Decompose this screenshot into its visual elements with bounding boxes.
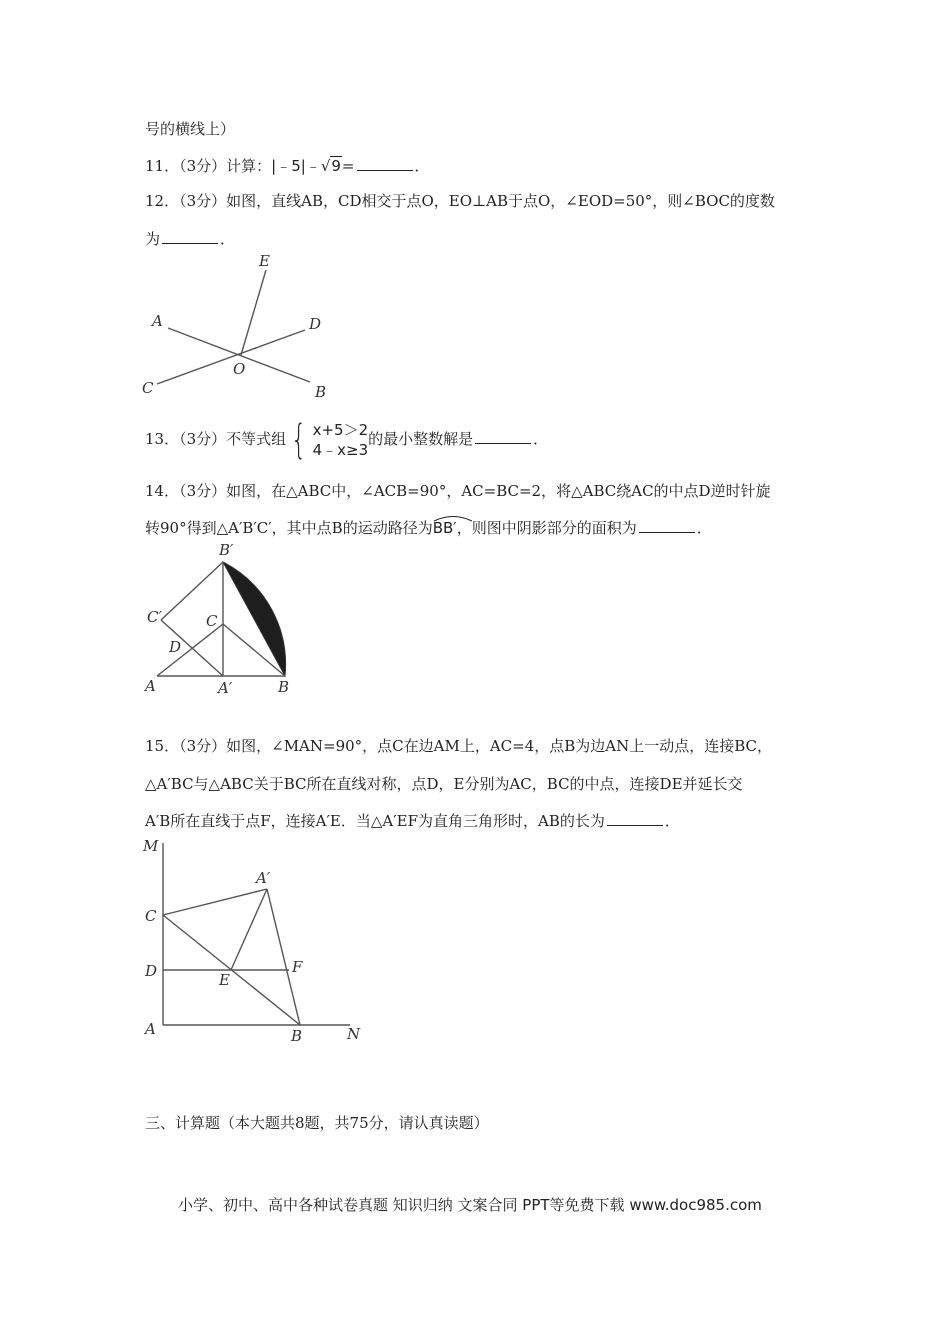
q15-end: ．	[664, 812, 680, 830]
q15-line3-prefix: A′B所在直线于点F，连接A′E．当△A′EF为直角三角形时，AB的长为	[145, 812, 605, 830]
inequality-row-2: 4﹣x≥3	[312, 441, 369, 459]
label-c-prime: C′	[147, 608, 162, 626]
ray-oe	[241, 270, 266, 355]
question-12-line1: 12．（3分）如图，直线AB，CD相交于点O，EO⊥AB于点O，∠EOD=50°，则∠BOC的度数	[145, 192, 775, 210]
section-3-heading: 三、计算题（本大题共8题，共75分，请认真读题）	[145, 1114, 489, 1132]
brace-icon: {	[291, 417, 307, 463]
question-14-line1: 14．（3分）如图，在△ABC中，∠ACB=90°，AC=BC=2，将△ABC绕AC的中点D逆时针旋	[145, 482, 771, 500]
answer-blank-13[interactable]	[475, 429, 531, 444]
label-a: A	[145, 1020, 156, 1038]
label-e: E	[219, 971, 230, 989]
q11-prefix: 11．（3分）计算：	[145, 157, 272, 175]
arc-text: BB′	[432, 519, 457, 537]
q14-line2-prefix: 转90°得到△A′B′C′，其中点B的运动路径为	[145, 519, 433, 537]
label-a: A	[145, 677, 156, 695]
arc-icon	[433, 514, 473, 522]
answer-blank-12[interactable]	[162, 229, 218, 244]
q13-prefix: 13．（3分）不等式组	[145, 430, 287, 448]
q14-end: ．	[696, 519, 712, 537]
question-12-line2	[145, 228, 235, 249]
label-b: B	[291, 1027, 303, 1045]
q11-equals: =	[341, 157, 355, 175]
q11-abs-expr: |﹣5|	[271, 157, 306, 175]
label-b: B	[315, 383, 327, 401]
label-m: M	[143, 837, 159, 855]
question-15-line2: △A′BC与△ABC关于BC所在直线对称，点D，E分别为AC，BC的中点，连接DE并延长交	[145, 775, 743, 793]
inequality-system	[286, 417, 369, 463]
label-c: C	[142, 379, 154, 397]
label-b-prime: B′	[219, 541, 234, 559]
figure-q12	[135, 250, 345, 405]
label-d: D	[309, 315, 322, 333]
inequality-row-1: x+5＞2	[312, 421, 369, 439]
figure-q14	[135, 540, 305, 700]
q13-end: ．	[533, 430, 549, 448]
answer-blank-14[interactable]	[639, 518, 695, 533]
question-15-line1: 15．（3分）如图，∠MAN=90°，点C在边AM上，AC=4，点B为边AN上一动点，连接BC，	[145, 737, 773, 755]
arc-label	[433, 515, 457, 537]
label-a-prime: A′	[256, 869, 271, 887]
label-a: A	[152, 312, 163, 330]
label-c: C	[206, 612, 218, 630]
shaded-region	[223, 562, 286, 676]
question-11	[145, 155, 430, 176]
label-n: N	[347, 1025, 361, 1043]
label-e: E	[259, 252, 270, 270]
label-d: D	[169, 638, 182, 656]
q12-line2-prefix: 为	[145, 230, 161, 248]
q11-end: ．	[414, 157, 430, 175]
question-14-line2	[145, 515, 712, 538]
question-15-line3	[145, 810, 680, 831]
q11-radicand: 9	[331, 157, 341, 175]
figure-q15	[135, 835, 375, 1050]
answer-blank-15[interactable]	[607, 811, 663, 826]
sqrt-symbol: √	[320, 157, 331, 175]
question-13	[145, 417, 549, 463]
q14-line2-suffix: ，则图中阴影部分的面积为	[456, 519, 637, 537]
label-c: C	[145, 907, 157, 925]
q13-suffix: 的最小整数解是	[368, 430, 474, 448]
label-a-prime: A′	[218, 679, 233, 697]
q11-minus: ﹣	[305, 157, 321, 175]
q12-end: ．	[220, 230, 236, 248]
label-b: B	[278, 678, 290, 696]
label-f: F	[292, 958, 303, 976]
line-cd	[157, 330, 305, 384]
page-footer: 小学、初中、高中各种试卷真题 知识归纳 文案合同 PPT等免费下载 www.doc985.com	[178, 1196, 762, 1214]
answer-blank-11[interactable]	[357, 156, 413, 171]
label-d: D	[145, 962, 158, 980]
top-fragment: 号的横线上）	[145, 120, 236, 138]
label-o: O	[233, 360, 246, 378]
